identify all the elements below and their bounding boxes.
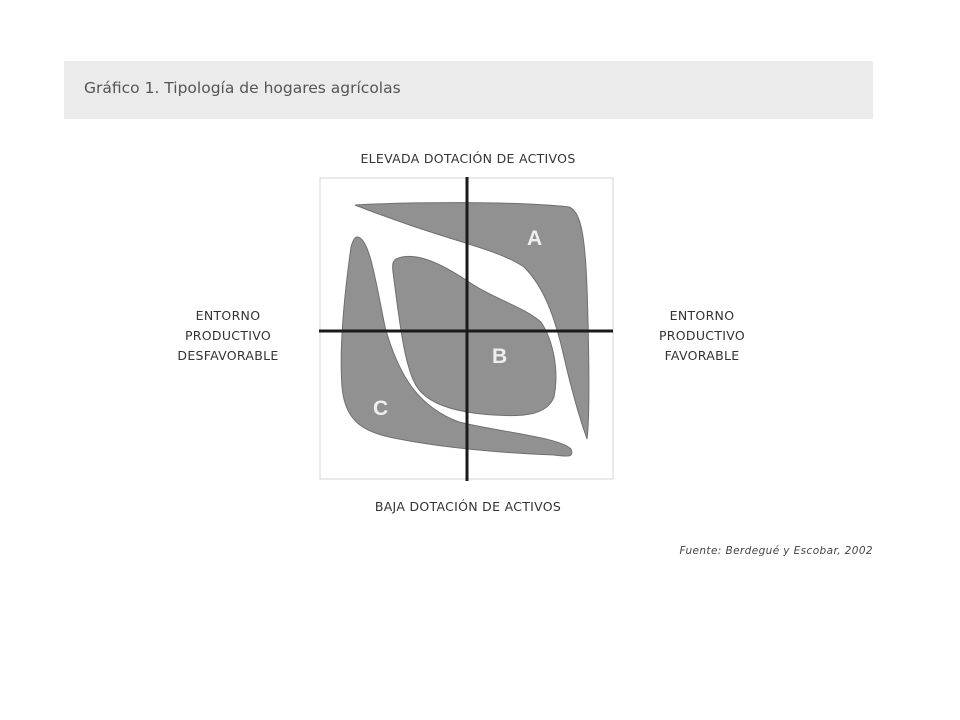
region-b-label: B (492, 345, 508, 368)
region-a-label: A (527, 227, 543, 250)
source-note: Fuente: Berdegué y Escobar, 2002 (679, 545, 873, 557)
bottom-axis-label: BAJA DOTACIÓN DE ACTIVOS (374, 499, 562, 514)
left-axis-label: ENTORNO PRODUCTIVO DESFAVORABLE (177, 308, 279, 363)
title-bar (64, 61, 873, 119)
chart-title: Gráfico 1. Tipología de hogares agrícolas (84, 79, 401, 97)
typology-diagram (319, 177, 615, 481)
region-c-label: C (373, 397, 389, 420)
right-axis-label: ENTORNO PRODUCTIVO FAVORABLE (658, 308, 746, 363)
top-axis-label: ELEVADA DOTACIÓN DE ACTIVOS (360, 151, 576, 166)
